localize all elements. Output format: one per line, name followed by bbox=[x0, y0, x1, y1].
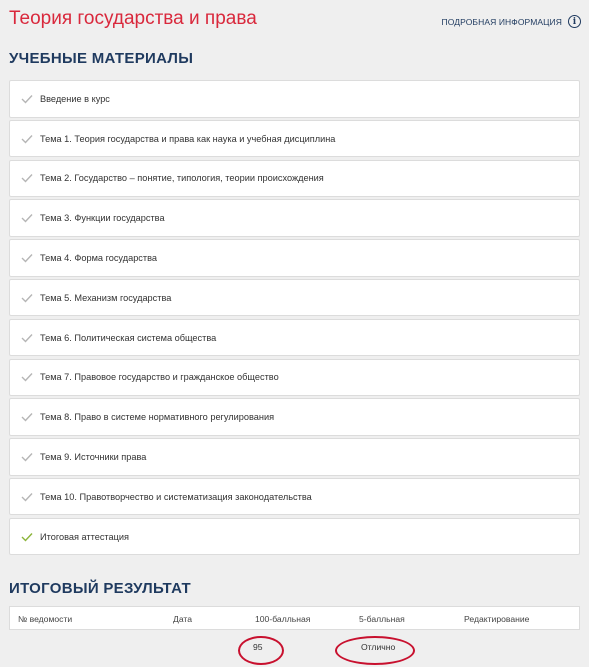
check-icon bbox=[21, 94, 33, 104]
score-highlight-circle bbox=[238, 636, 284, 665]
check-icon bbox=[21, 492, 33, 502]
check-icon bbox=[21, 213, 33, 223]
info-icon: i bbox=[568, 15, 581, 28]
material-item[interactable] bbox=[9, 438, 580, 476]
material-item-label: Тема 9. Источники права bbox=[40, 451, 147, 462]
check-icon bbox=[21, 134, 33, 144]
column-header-edit: Редактирование bbox=[464, 614, 530, 624]
material-item-label: Введение в курс bbox=[40, 93, 110, 104]
results-table bbox=[9, 606, 580, 667]
material-item-label: Тема 10. Правотворчество и систематизация законодательства bbox=[40, 491, 312, 502]
material-item-label: Тема 4. Форма государства bbox=[40, 252, 157, 263]
more-info-link[interactable] bbox=[442, 15, 581, 28]
materials-list bbox=[9, 80, 580, 558]
score-5-value: Отлично bbox=[361, 642, 396, 652]
material-item-label: Тема 1. Теория государства и права как наука и учебная дисциплина bbox=[40, 133, 336, 144]
materials-section-title: УЧЕБНЫЕ МАТЕРИАЛЫ bbox=[9, 50, 194, 67]
material-item-label: Тема 6. Политическая система общества bbox=[40, 332, 217, 343]
material-item[interactable] bbox=[9, 359, 580, 397]
check-icon bbox=[21, 372, 33, 382]
table-row bbox=[9, 630, 580, 667]
material-item-label: Тема 7. Правовое государство и гражданское общество bbox=[40, 372, 279, 383]
results-table-header bbox=[9, 606, 580, 630]
material-item-label: Тема 2. Государство – понятие, типология, теории происхождения bbox=[40, 173, 324, 184]
column-header-score-100: 100-балльная bbox=[255, 614, 311, 624]
material-item[interactable] bbox=[9, 279, 580, 317]
material-item[interactable] bbox=[9, 518, 580, 556]
score-100-value: 95 bbox=[253, 642, 263, 652]
results-section-title: ИТОГОВЫЙ РЕЗУЛЬТАТ bbox=[9, 580, 191, 597]
material-item-label: Тема 3. Функции государства bbox=[40, 213, 165, 224]
material-item[interactable] bbox=[9, 319, 580, 357]
material-item[interactable] bbox=[9, 160, 580, 198]
check-icon bbox=[21, 412, 33, 422]
material-item-label: Тема 5. Механизм государства bbox=[40, 292, 172, 303]
material-item[interactable] bbox=[9, 239, 580, 277]
material-item-label: Тема 8. Право в системе нормативного регулирования bbox=[40, 412, 275, 423]
course-title: Теория государства и права bbox=[9, 8, 257, 29]
material-item-label: Итоговая аттестация bbox=[40, 531, 129, 542]
check-icon bbox=[21, 293, 33, 303]
column-header-date: Дата bbox=[173, 614, 193, 624]
more-info-label: ПОДРОБНАЯ ИНФОРМАЦИЯ bbox=[441, 16, 562, 27]
material-item[interactable] bbox=[9, 80, 580, 118]
grade-highlight-circle bbox=[335, 636, 415, 665]
check-icon bbox=[21, 173, 33, 183]
material-item[interactable] bbox=[9, 199, 580, 237]
check-icon bbox=[21, 452, 33, 462]
column-header-record-number: № ведомости bbox=[18, 614, 73, 624]
material-item[interactable] bbox=[9, 478, 580, 516]
check-icon bbox=[21, 253, 33, 263]
page-header bbox=[0, 0, 589, 44]
column-header-score-5: 5-балльная bbox=[359, 614, 405, 624]
material-item[interactable] bbox=[9, 120, 580, 158]
check-icon bbox=[21, 333, 33, 343]
check-icon bbox=[21, 532, 33, 542]
material-item[interactable] bbox=[9, 398, 580, 436]
